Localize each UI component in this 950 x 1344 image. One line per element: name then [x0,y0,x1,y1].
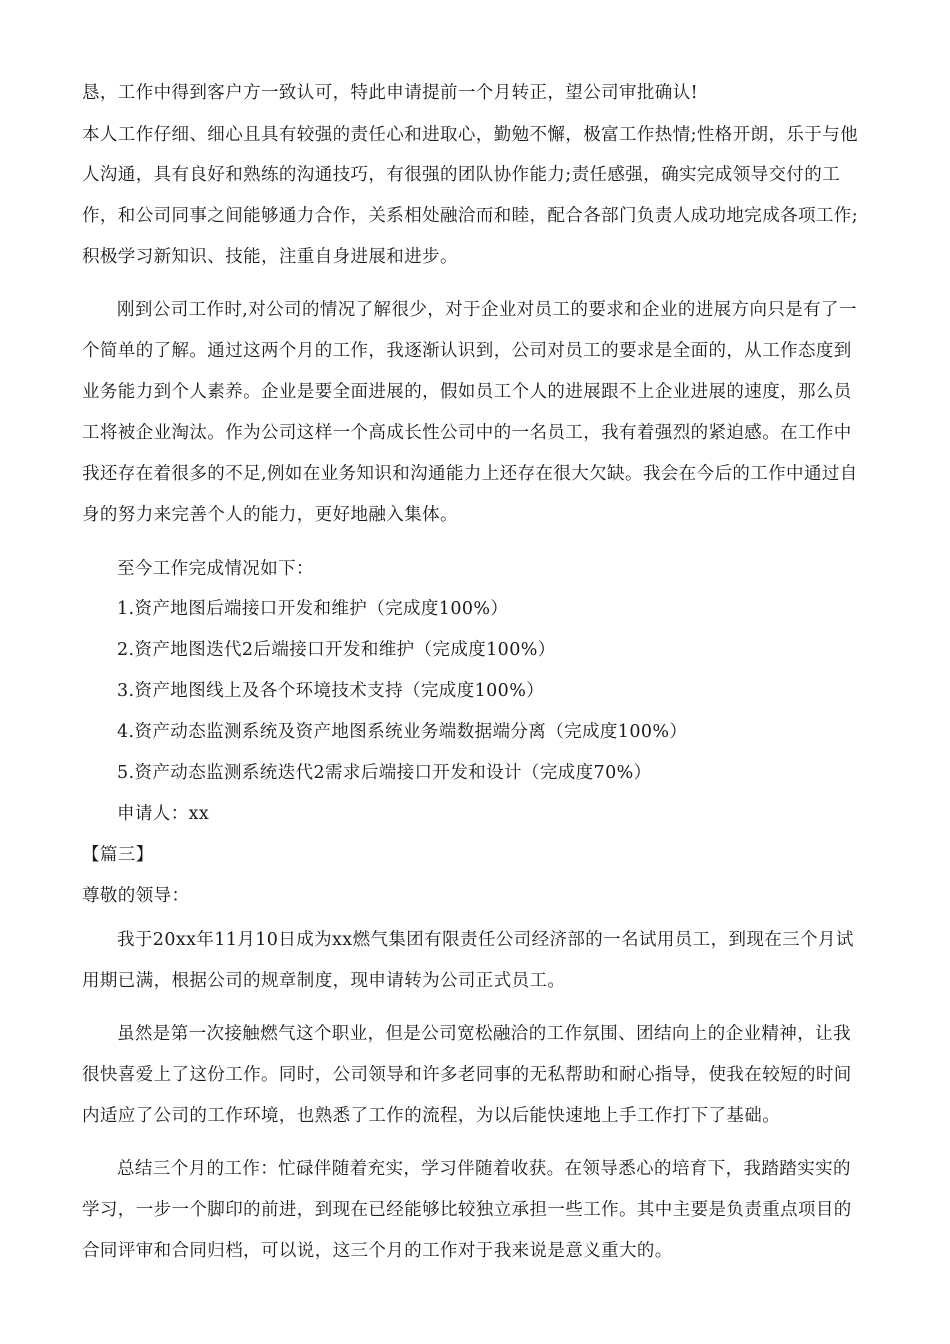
adapt-line-2: 很快喜爱上了这份工作。同时，公司领导和许多老同事的无私帮助和耐心指导，使我在较短的时间 [82,1065,852,1085]
intro-tail-line: 恳，工作中得到客户方一致认可，特此申请提前一个月转正，望公司审批确认! [82,83,699,103]
self-eval-line-1: 本人工作仔细、细心且具有较强的责任心和进取心，勤勉不懈，极富工作热情;性格开朗，乐于与他 [82,125,858,145]
summary-line-3: 合同评审和合同归档，可以说，这三个月的工作对于我来说是意义重大的。 [82,1241,673,1261]
reflection-line-6: 身的努力来完善个人的能力，更好地融入集体。 [82,505,458,525]
reflection-line-4: 工将被企业淘汰。作为公司这样一个高成长性公司中的一名员工，我有着强烈的紧迫感。在工作中 [82,423,852,443]
adapt-line-1: 虽然是第一次接触燃气这个职业，但是公司宽松融洽的工作氛围、团结向上的企业精神，让我 [117,1024,851,1044]
task-item-4: 4.资产动态监测系统及资产地图系统业务端数据端分离（完成度100%） [117,722,688,742]
join-line-2: 用期已满，根据公司的规章制度，现申请转为公司正式员工。 [82,971,566,991]
summary-line-2: 学习，一步一个脚印的前进，到现在已经能够比较独立承担一些工作。其中主要是负责重点项目的 [82,1200,852,1220]
reflection-line-3: 业务能力到个人素养。企业是要全面进展的，假如员工个人的进展跟不上企业进展的速度，那么员 [82,382,852,402]
self-eval-line-3: 作，和公司同事之间能够通力合作，关系相处融洽而和睦，配合各部门负责人成功地完成各项工作; [82,206,858,226]
self-eval-line-2: 人沟通，具有良好和熟练的沟通技巧，有很强的团队协作能力;责任感强，确实完成领导交付的工 [82,165,841,185]
self-eval-line-4: 积极学习新知识、技能，注重自身进展和进步。 [82,247,458,267]
task-item-3: 3.资产地图线上及各个环境技术支持（完成度100%） [117,681,545,701]
task-item-1: 1.资产地图后端接口开发和维护（完成度100%） [117,599,509,619]
task-item-2: 2.资产地图迭代2后端接口开发和维护（完成度100%） [117,640,556,660]
adapt-line-3: 内适应了公司的工作环境，也熟悉了工作的流程，为以后能快速地上手工作打下了基础。 [82,1106,781,1126]
reflection-line-1: 刚到公司工作时,对公司的情况了解很少，对于企业对员工的要求和企业的进展方向只是有了一 [117,300,857,320]
reflection-line-5: 我还存在着很多的不足,例如在业务知识和沟通能力上还存在很大欠缺。我会在今后的工作中通过自 [82,464,858,484]
applicant-line: 申请人：xx [117,804,210,824]
progress-intro: 至今工作完成情况如下： [117,559,314,579]
salutation: 尊敬的领导： [82,886,190,906]
summary-line-1: 总结三个月的工作：忙碌伴随着充实，学习伴随着收获。在领导悉心的培育下，我踏踏实实的 [117,1159,851,1179]
reflection-line-2: 个简单的了解。通过这两个月的工作，我逐渐认识到，公司对员工的要求是全面的，从工作态度到 [82,341,852,361]
task-item-5: 5.资产动态监测系统迭代2需求后端接口开发和设计（完成度70%） [117,763,652,783]
section-3-heading: 【篇三】 [82,845,154,865]
join-line-1: 我于20xx年11月10日成为xx燃气集团有限责任公司经济部的一名试用员工，到现在三个月试 [117,930,854,950]
